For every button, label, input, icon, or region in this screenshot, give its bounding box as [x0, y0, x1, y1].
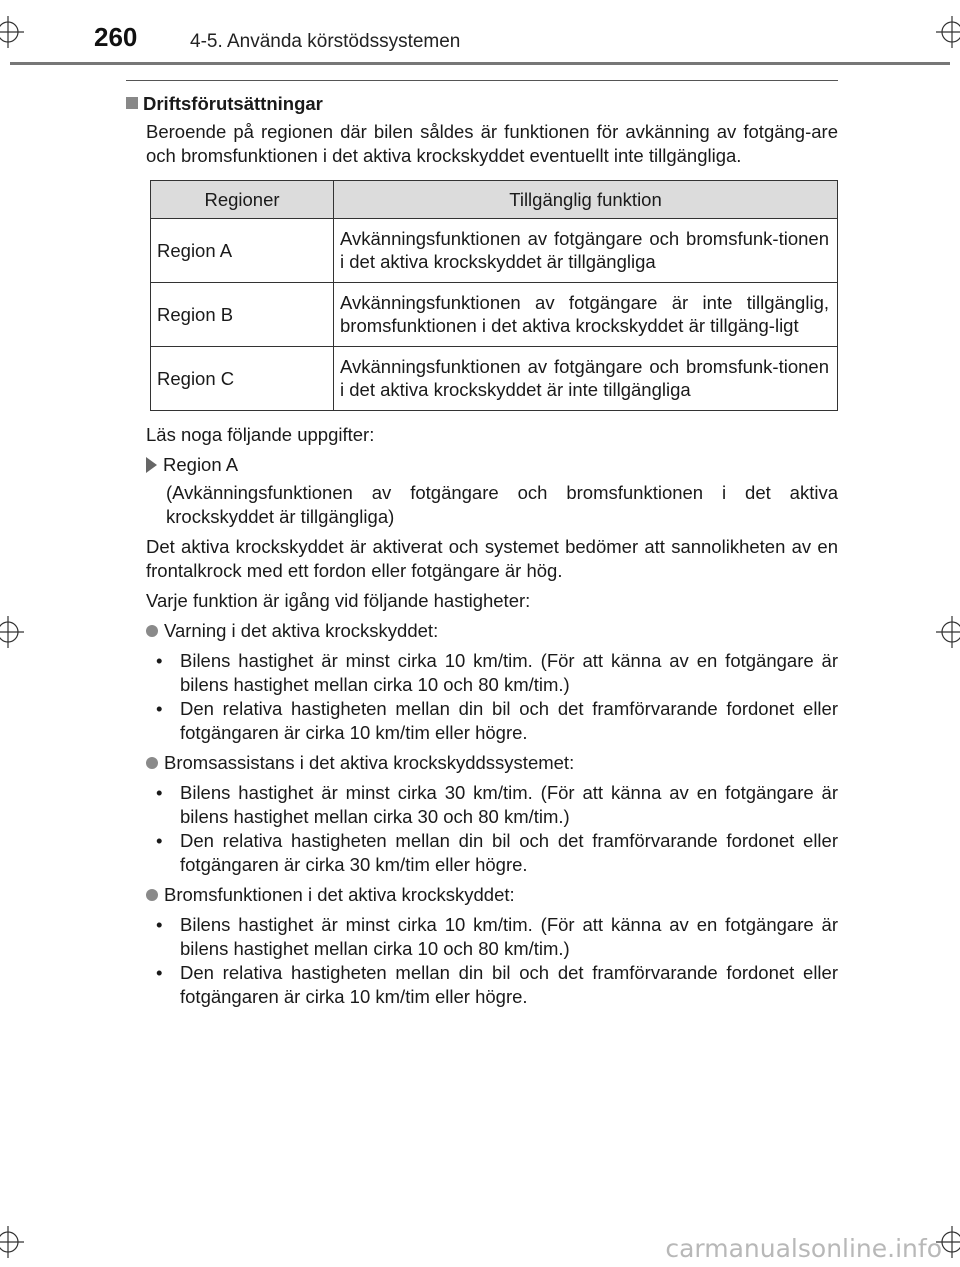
table-cell-region: Region C	[151, 347, 334, 411]
crop-mark-icon	[0, 16, 24, 48]
table-header-function: Tillgänglig funktion	[334, 181, 838, 219]
arrow-right-icon	[146, 457, 157, 473]
content-divider	[126, 80, 838, 81]
function-heading	[126, 883, 838, 907]
circle-bullet-icon	[146, 889, 158, 901]
page-number: 260	[94, 22, 138, 52]
table-cell-function: Avkänningsfunktionen av fotgängare är inte tillgänglig, bromsfunktionen i det aktiva krockskyddet är tillgäng-ligt	[334, 283, 838, 347]
list-item: • Den relativa hastigheten mellan din bil och det framförvarande fordonet eller fotgängaren är cirka 30 km/tim eller högre.	[148, 829, 838, 877]
function-title: Bromsfunktionen i det aktiva krockskyddet:	[164, 884, 515, 905]
function-heading	[126, 751, 838, 775]
function-title: Bromsassistans i det aktiva krockskyddssystemet:	[164, 752, 575, 773]
section-heading-text: Driftsförutsättningar	[143, 93, 323, 114]
page-content	[126, 92, 838, 1009]
section-intro: Beroende på regionen där bilen såldes är funktionen för avkänning av fotgäng-are och bromsfunktionen i det aktiva krockskyddet eventuellt inte tillgängliga.	[146, 121, 838, 166]
header-divider	[10, 62, 950, 65]
function-conditions	[126, 781, 838, 877]
list-item: • Den relativa hastigheten mellan din bil och det framförvarande fordonet eller fotgängaren är cirka 10 km/tim eller högre.	[148, 961, 838, 1009]
function-conditions	[126, 649, 838, 745]
region-a-label: Region A	[163, 454, 239, 475]
section-heading	[126, 92, 838, 116]
list-item: • Bilens hastighet är minst cirka 10 km/tim. (För att känna av en fotgängare är bilens hastighet mellan cirka 10 och 80 km/tim.)	[148, 649, 838, 697]
table-row	[151, 347, 838, 411]
chapter-title: 4-5. Använda körstödssystemen	[190, 31, 461, 52]
list-item: • Bilens hastighet är minst cirka 30 km/tim. (För att känna av en fotgängare är bilens hastighet mellan cirka 30 och 80 km/tim.)	[148, 781, 838, 829]
function-conditions	[126, 913, 838, 1009]
table-cell-function: Avkänningsfunktionen av fotgängare och bromsfunk-tionen i det aktiva krockskyddet är tillgängliga	[334, 219, 838, 283]
function-title: Varning i det aktiva krockskyddet:	[164, 620, 439, 641]
list-item: • Bilens hastighet är minst cirka 10 km/tim. (För att känna av en fotgängare är bilens hastighet mellan cirka 10 och 80 km/tim.)	[148, 913, 838, 961]
activation-text: Det aktiva krockskyddet är aktiverat och systemet bedömer att sannolikheten av en frontalkrock med ett fordon eller fotgängare är hög.	[146, 536, 838, 581]
crop-mark-icon	[0, 616, 24, 648]
circle-bullet-icon	[146, 625, 158, 637]
function-heading	[126, 619, 838, 643]
table-row	[151, 283, 838, 347]
crop-mark-icon	[936, 616, 960, 648]
table-cell-region: Region A	[151, 219, 334, 283]
table-cell-region: Region B	[151, 283, 334, 347]
table-row	[151, 219, 838, 283]
table-cell-function: Avkänningsfunktionen av fotgängare och bromsfunk-tionen i det aktiva krockskyddet är inte tillgängliga	[334, 347, 838, 411]
circle-bullet-icon	[146, 757, 158, 769]
list-item: • Den relativa hastigheten mellan din bil och det framförvarande fordonet eller fotgängaren är cirka 10 km/tim eller högre.	[148, 697, 838, 745]
watermark[interactable]: carmanualsonline.info	[665, 1234, 942, 1263]
read-note: Läs noga följande uppgifter:	[146, 424, 375, 445]
crop-mark-icon	[936, 16, 960, 48]
square-bullet-icon	[126, 97, 138, 109]
speeds-intro: Varje funktion är igång vid följande hastigheter:	[146, 590, 531, 611]
table-header-regions: Regioner	[151, 181, 334, 219]
table-header-row	[151, 181, 838, 219]
crop-mark-icon	[0, 1226, 24, 1258]
region-a-description: (Avkänningsfunktionen av fotgängare och bromsfunktionen i det aktiva krockskyddet är tillgängliga)	[166, 482, 838, 527]
region-a-item	[126, 453, 838, 477]
region-table	[150, 180, 838, 411]
